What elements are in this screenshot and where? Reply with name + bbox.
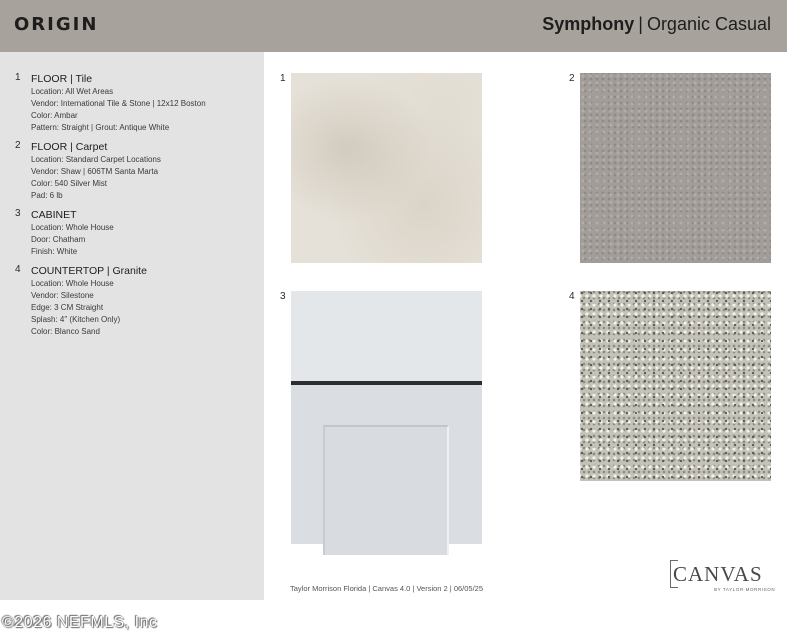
spec-title: COUNTERTOP | Granite (31, 265, 147, 277)
spec-item-floor-carpet (15, 140, 260, 202)
collection-separator: | (638, 14, 643, 34)
collection-style: Organic Casual (646, 14, 771, 34)
collection-name: Symphony (542, 14, 635, 34)
spec-detail: Location: Whole House (31, 223, 114, 232)
swatch-number-1: 1 (280, 73, 286, 84)
spec-detail: Vendor: Shaw | 606TM Santa Marta (31, 167, 159, 176)
spec-item-countertop (15, 264, 260, 338)
logo-tagline: BY TAYLOR MORRISON (714, 587, 776, 592)
spec-detail: Splash: 4" (Kitchen Only) (31, 315, 121, 324)
spec-number: 4 (15, 264, 21, 275)
spec-detail: Pattern: Straight | Grout: Antique White (31, 123, 170, 132)
cabinet-door-panel (291, 385, 482, 544)
spec-number: 2 (15, 140, 21, 151)
spec-detail: Color: Ambar (31, 111, 78, 120)
canvas-logo (670, 558, 776, 594)
granite-swatch-image (580, 291, 771, 481)
spec-detail: Location: Whole House (31, 279, 114, 288)
spec-title: CABINET (31, 209, 77, 221)
spec-number: 1 (15, 72, 21, 83)
swatch-number-4: 4 (569, 291, 575, 302)
spec-item-floor-tile (15, 72, 260, 134)
collection-title (542, 14, 771, 35)
spec-detail: Edge: 3 CM Straight (31, 303, 104, 312)
swatch-number-2: 2 (569, 73, 575, 84)
spec-detail: Color: Blanco Sand (31, 327, 100, 336)
cabinet-swatch-image (291, 291, 482, 544)
logo-wordmark: CANVAS (673, 562, 763, 586)
spec-detail: Vendor: International Tile & Stone | 12x12 Boston (31, 99, 206, 108)
cabinet-shaker-inset (323, 425, 449, 555)
footer-version-note: Taylor Morrison Florida | Canvas 4.0 | Version 2 | 06/05/25 (290, 584, 484, 593)
spec-detail: Color: 540 Silver Mist (31, 179, 108, 188)
header-bar (0, 0, 787, 52)
tile-swatch-image (291, 73, 482, 263)
spec-detail: Vendor: Silestone (31, 291, 94, 300)
spec-detail: Location: Standard Carpet Locations (31, 155, 161, 164)
spec-list (15, 72, 260, 344)
spec-number: 3 (15, 208, 21, 219)
spec-title: FLOOR | Carpet (31, 141, 108, 153)
spec-title: FLOOR | Tile (31, 73, 93, 85)
spec-detail: Pad: 6 lb (31, 191, 63, 200)
spec-sidebar (0, 52, 264, 631)
spec-detail: Finish: White (31, 247, 78, 256)
carpet-swatch-image (580, 73, 771, 263)
mls-watermark: ©2026 NEFMLS, Inc (2, 614, 158, 631)
spec-item-cabinet (15, 208, 260, 258)
brand-title: ORIGIN (14, 14, 99, 35)
spec-detail: Door: Chatham (31, 235, 86, 244)
swatch-number-3: 3 (280, 291, 286, 302)
spec-detail: Location: All Wet Areas (31, 87, 114, 96)
cabinet-drawer-front (291, 291, 482, 381)
